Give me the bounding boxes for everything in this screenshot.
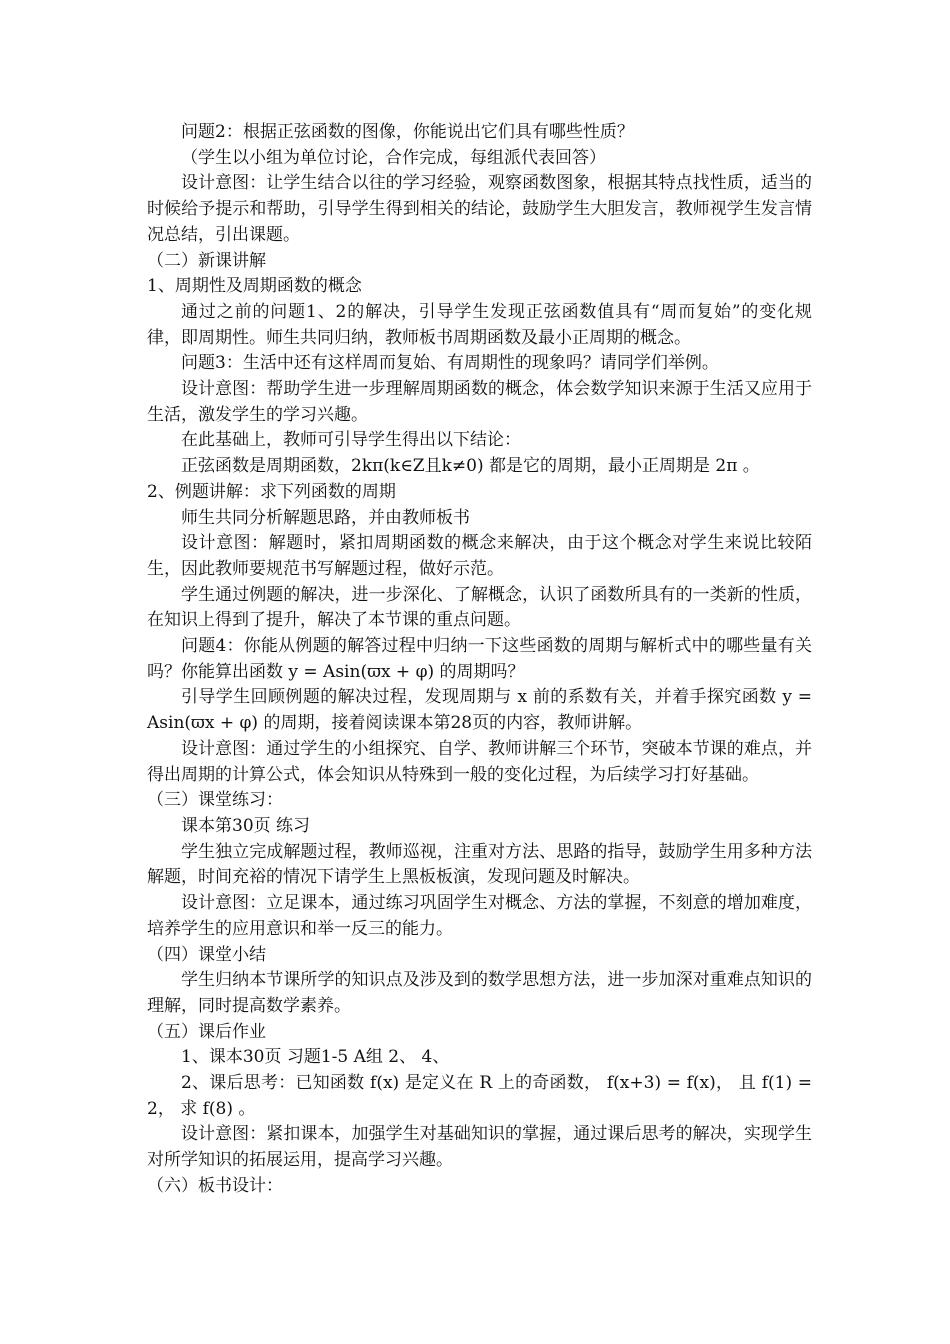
section-heading: （四）课堂小结 [147, 944, 266, 965]
paragraph: 正弦函数是周期函数，2kπ(k∈Z且k≠0) 都是它的周期，最小正周期是 2π 。 [181, 456, 760, 477]
section-heading: （二）新课讲解 [147, 250, 266, 271]
section-heading: （六）板书设计： [147, 1175, 283, 1196]
paragraph: 设计意图：解题时，紧扣周期函数的概念来解决，由于这个概念对学生来说比较陌生，因此教师要规范书写解题过程，做好示范。 [147, 533, 812, 579]
paragraph: 课本第30页 练习 [181, 815, 311, 836]
paragraph: 学生通过例题的解决，进一步深化、了解概念，认识了函数所具有的一类新的性质，在知识上得到了提升，解决了本节课的重点问题。 [147, 584, 812, 631]
section-heading: 2、例题讲解：求下列函数的周期 [147, 481, 396, 502]
paragraph: 设计意图：帮助学生进一步理解周期函数的概念，体会数学知识来源于生活又应用于生活，激发学生的学习兴趣。 [147, 379, 812, 425]
paragraph: 问题4：你能从例题的解答过程中归纳一下这些函数的周期与解析式中的哪些量有关吗？你能算出函数 y = Asin(ϖx + φ) 的周期吗？ [147, 636, 812, 682]
paragraph: 问题2：根据正弦函数的图像，你能说出它们具有哪些性质？ [181, 122, 634, 142]
paragraph: 设计意图：通过学生的小组探究、自学、教师讲解三个环节，突破本节课的难点，并得出周期的计算公式，体会知识从特殊到一般的变化过程，为后续学习打好基础。 [147, 738, 812, 785]
section-heading: 1、周期性及周期函数的概念 [147, 276, 362, 297]
paragraph: 2、课后思考：已知函数 f(x) 是定义在 R 上的奇函数， f(x+3) = f(x)， 且 f(1) = 2， 求 f(8) 。 [147, 1073, 812, 1119]
paragraph: （学生以小组为单位讨论，合作完成，每组派代表回答） [181, 147, 606, 168]
paragraph: 学生独立完成解题过程，教师巡视，注重对方法、思路的指导，鼓励学生用多种方法解题，时间充裕的情况下请学生上黑板板演，发现问题及时解决。 [147, 841, 812, 888]
paragraph: 通过之前的问题1、2的解决，引导学生发现正弦函数值具有“周而复始”的变化规律，即周期性。师生共同归纳，教师板书周期函数及最小正周期的概念。 [147, 301, 812, 348]
section-heading: （五）课后作业 [147, 1021, 266, 1042]
paragraph: 在此基础上，教师可引导学生得出以下结论： [181, 430, 521, 451]
section-heading: （三）课堂练习： [147, 790, 283, 811]
paragraph: 问题3：生活中还有这样周而复始、有周期性的现象吗？请同学们举例。 [181, 353, 719, 374]
paragraph: 师生共同分析解题思路，并由教师板书 [181, 507, 470, 528]
paragraph: 引导学生回顾例题的解决过程，发现周期与 x 前的系数有关，并着手探究函数 y = Asin(ϖx + φ) 的周期，接着阅读课本第28页的内容，教师讲解。 [147, 687, 812, 734]
document-page [147, 120, 812, 1200]
paragraph: 学生归纳本节课所学的知识点及涉及到的数学思想方法，进一步加深对重难点知识的理解，同时提高数学素养。 [147, 970, 812, 1016]
paragraph: 1、课本30页 习题1-5 A组 2、 4、 [181, 1047, 450, 1068]
paragraph: 设计意图：立足课本，通过练习巩固学生对概念、方法的掌握，不刻意的增加难度，培养学生的应用意识和举一反三的能力。 [147, 893, 812, 939]
paragraph: 设计意图：让学生结合以往的学习经验，观察函数图象，根据其特点找性质，适当的时候给予提示和帮助，引导学生得到相关的结论，鼓励学生大胆发言，教师视学生发言情况总结，引出课题。 [147, 173, 812, 245]
paragraph: 设计意图：紧扣课本，加强学生对基础知识的掌握，通过课后思考的解决，实现学生对所学知识的拓展运用，提高学习兴趣。 [147, 1124, 812, 1171]
